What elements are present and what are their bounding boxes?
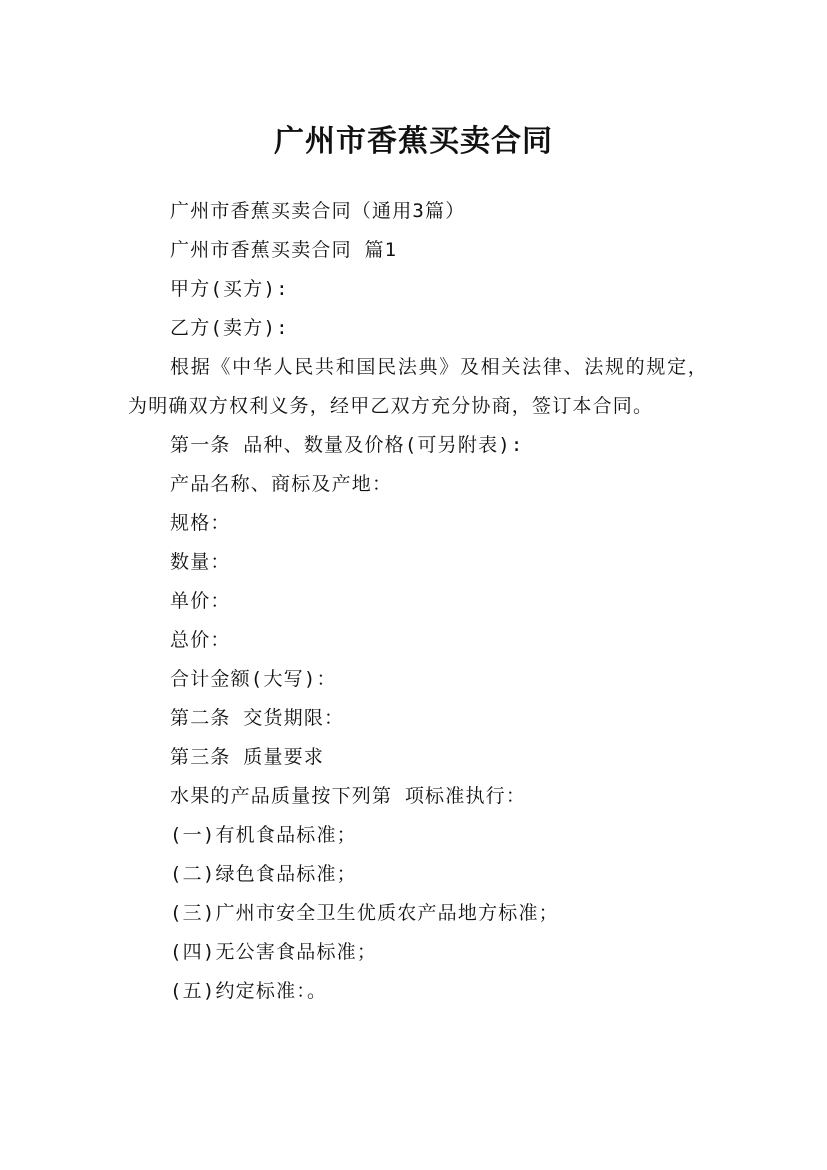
paragraph-quantity: 数量：	[170, 551, 231, 573]
paragraph-standard-2: (二)绿色食品标准；	[170, 863, 357, 885]
paragraph-party-b: 乙方(卖方):	[170, 317, 289, 339]
paragraph-article-3: 第三条 质量要求	[170, 746, 325, 768]
paragraph-article-1: 第一条 品种、数量及价格(可另附表):	[170, 434, 524, 456]
paragraph-standard-4: (四)无公害食品标准；	[170, 941, 378, 963]
paragraph-article-2: 第二条 交货期限：	[170, 707, 345, 729]
document-title: 广州市香蕉买卖合同	[274, 124, 553, 160]
paragraph-total-price: 总价：	[170, 629, 231, 651]
paragraph-section-heading: 广州市香蕉买卖合同 篇1	[170, 239, 398, 261]
paragraph-total-amount: 合计金额(大写)：	[170, 668, 337, 690]
document-body	[128, 192, 708, 1011]
paragraph-subtitle: 广州市香蕉买卖合同（通用3篇）	[170, 200, 466, 222]
paragraph-product-name: 产品名称、商标及产地：	[170, 473, 393, 495]
paragraph-standard-3: (三)广州市安全卫生优质农产品地方标准；	[170, 902, 559, 924]
paragraph-quality-standard: 水果的产品质量按下列第 项标准执行：	[170, 785, 527, 807]
paragraph-standard-1: (一)有机食品标准；	[170, 824, 357, 846]
paragraph-unit-price: 单价：	[170, 590, 231, 612]
paragraph-party-a: 甲方(买方):	[170, 278, 289, 300]
paragraph-preamble: 根据《中华人民共和国民法典》及相关法律、法规的规定，为明确双方权利义务，经甲乙双方充分协商，签订本合同。	[128, 356, 708, 417]
paragraph-standard-5: (五)约定标准：。	[170, 980, 328, 1002]
paragraph-spec: 规格：	[170, 512, 231, 534]
